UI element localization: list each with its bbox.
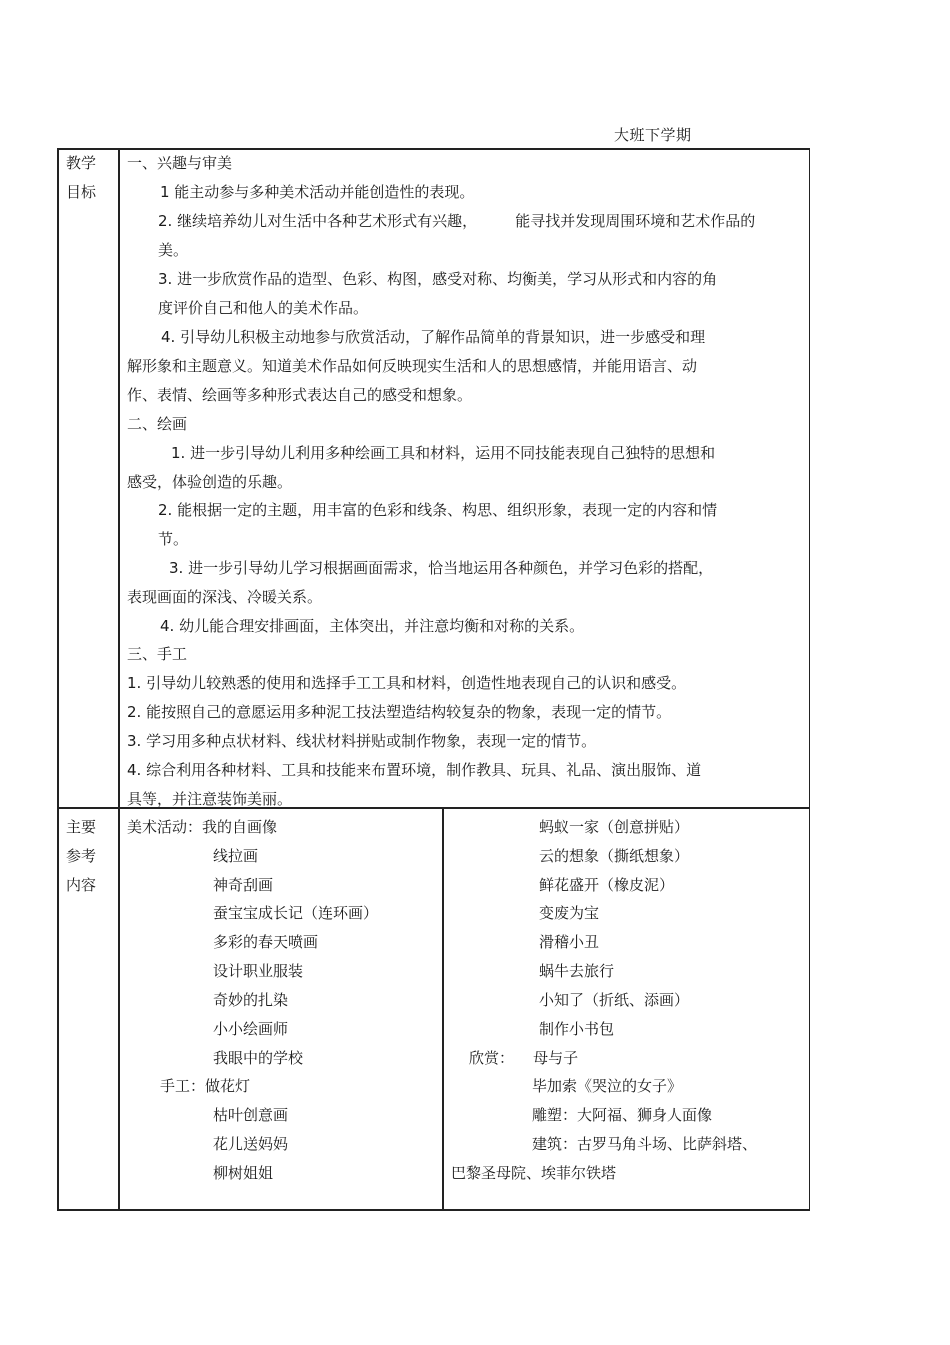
content-right-item: 蜗牛去旅行 [539,962,615,980]
objective-line: 解形象和主题意义。知道美术作品如何反映现实生活和人的思想感情，并能用语言、动 [127,357,698,375]
content-right-item: 欣赏： 母与子 [469,1049,579,1067]
content-left-item: 设计职业服装 [213,962,304,980]
content-right-item: 巴黎圣母院、埃菲尔铁塔 [451,1164,617,1182]
objective-line: 1. 进一步引导幼儿利用多种绘画工具和材料，运用不同技能表现自己独特的思想和 [171,444,716,462]
objective-line: 1. 引导幼儿较熟悉的使用和选择手工工具和材料，创造性地表现自己的认识和感受。 [127,674,687,692]
objective-line: 作、表情、绘画等多种形式表达自己的感受和想象。 [127,386,473,404]
content-left-item: 柳树姐姐 [213,1164,274,1182]
objectives-label-line-1: 教学 [66,154,97,172]
content-right-item: 小知了（折纸、添画） [539,991,690,1009]
objective-line: 4. 幼儿能合理安排画面，主体突出，并注意均衡和对称的关系。 [160,617,585,635]
content-right-item: 变废为宝 [539,904,600,922]
content-label-line-2: 参考 [66,847,97,865]
objective-line: 2. 能根据一定的主题，用丰富的色彩和线条、构思、组织形象，表现一定的内容和情 [158,501,718,519]
content-right-item: 制作小书包 [539,1020,615,1038]
objective-line: 2. 继续培养幼儿对生活中各种艺术形式有兴趣， 能寻找并发现周围环境和艺术作品的 [158,212,756,230]
objective-line: 具等，并注意装饰美丽。 [127,790,293,808]
table-border-right [809,148,811,1210]
content-label-line-3: 内容 [66,876,97,894]
content-right-item: 滑稽小丑 [539,933,600,951]
objective-line: 2. 能按照自己的意愿运用多种泥工技法塑造结构较复杂的物象，表现一定的情节。 [127,703,672,721]
content-right-item: 毕加索《哭泣的女子》 [532,1077,683,1095]
table-border-label-column [118,148,120,1210]
objective-line: 1 能主动参与多种美术活动并能创造性的表现。 [160,183,475,201]
content-left-item: 蚕宝宝成长记（连环画） [213,904,379,922]
objective-line: 二、绘画 [127,415,188,433]
content-left-item: 线拉画 [213,847,259,865]
content-left-item: 我眼中的学校 [213,1049,304,1067]
content-left-item: 枯叶创意画 [213,1106,289,1124]
content-left-item: 多彩的春天喷画 [213,933,319,951]
objectives-label-line-2: 目标 [66,183,97,201]
content-left-item: 神奇刮画 [213,876,274,894]
objective-line: 3. 进一步引导幼儿学习根据画面需求，恰当地运用各种颜色，并学习色彩的搭配， [169,559,714,577]
objective-line: 表现画面的深浅、冷暖关系。 [127,588,323,606]
table-border-top [57,148,810,150]
objective-line: 4. 综合利用各种材料、工具和技能来布置环境，制作教具、玩具、礼品、演出服饰、道 [127,761,702,779]
table-border-content-split [442,807,444,1210]
objective-line: 3. 学习用多种点状材料、线状材料拼贴或制作物象，表现一定的情节。 [127,732,597,750]
content-left-item: 奇妙的扎染 [213,991,289,1009]
objective-line: 一、兴趣与审美 [127,154,233,172]
content-left-item: 美术活动：我的自画像 [127,818,278,836]
objective-line: 感受，体验创造的乐趣。 [127,473,293,491]
content-left-item: 小小绘画师 [213,1020,289,1038]
content-right-item: 蚂蚁一家（创意拼贴） [539,818,690,836]
content-right-item: 云的想象（撕纸想象） [539,847,690,865]
objective-line: 4. 引导幼儿积极主动地参与欣赏活动，了解作品简单的背景知识，进一步感受和理 [161,328,706,346]
objective-line: 3. 进一步欣赏作品的造型、色彩、构图，感受对称、均衡美，学习从形式和内容的角 [158,270,718,288]
content-label-line-1: 主要 [66,818,97,836]
objective-line: 节。 [158,530,189,548]
term-label: 大班下学期 [614,126,692,144]
table-border-left [57,148,59,1210]
objective-line: 美。 [158,241,189,259]
content-right-item: 雕塑：大阿福、狮身人面像 [532,1106,713,1124]
table-border-bottom [57,1209,810,1211]
content-left-item: 手工：做花灯 [160,1077,251,1095]
content-left-item: 花儿送妈妈 [213,1135,289,1153]
content-right-item: 建筑：古罗马角斗场、比萨斜塔、 [532,1135,758,1153]
content-right-item: 鲜花盛开（橡皮泥） [539,876,675,894]
objective-line: 度评价自己和他人的美术作品。 [158,299,369,317]
objective-line: 三、手工 [127,645,188,663]
